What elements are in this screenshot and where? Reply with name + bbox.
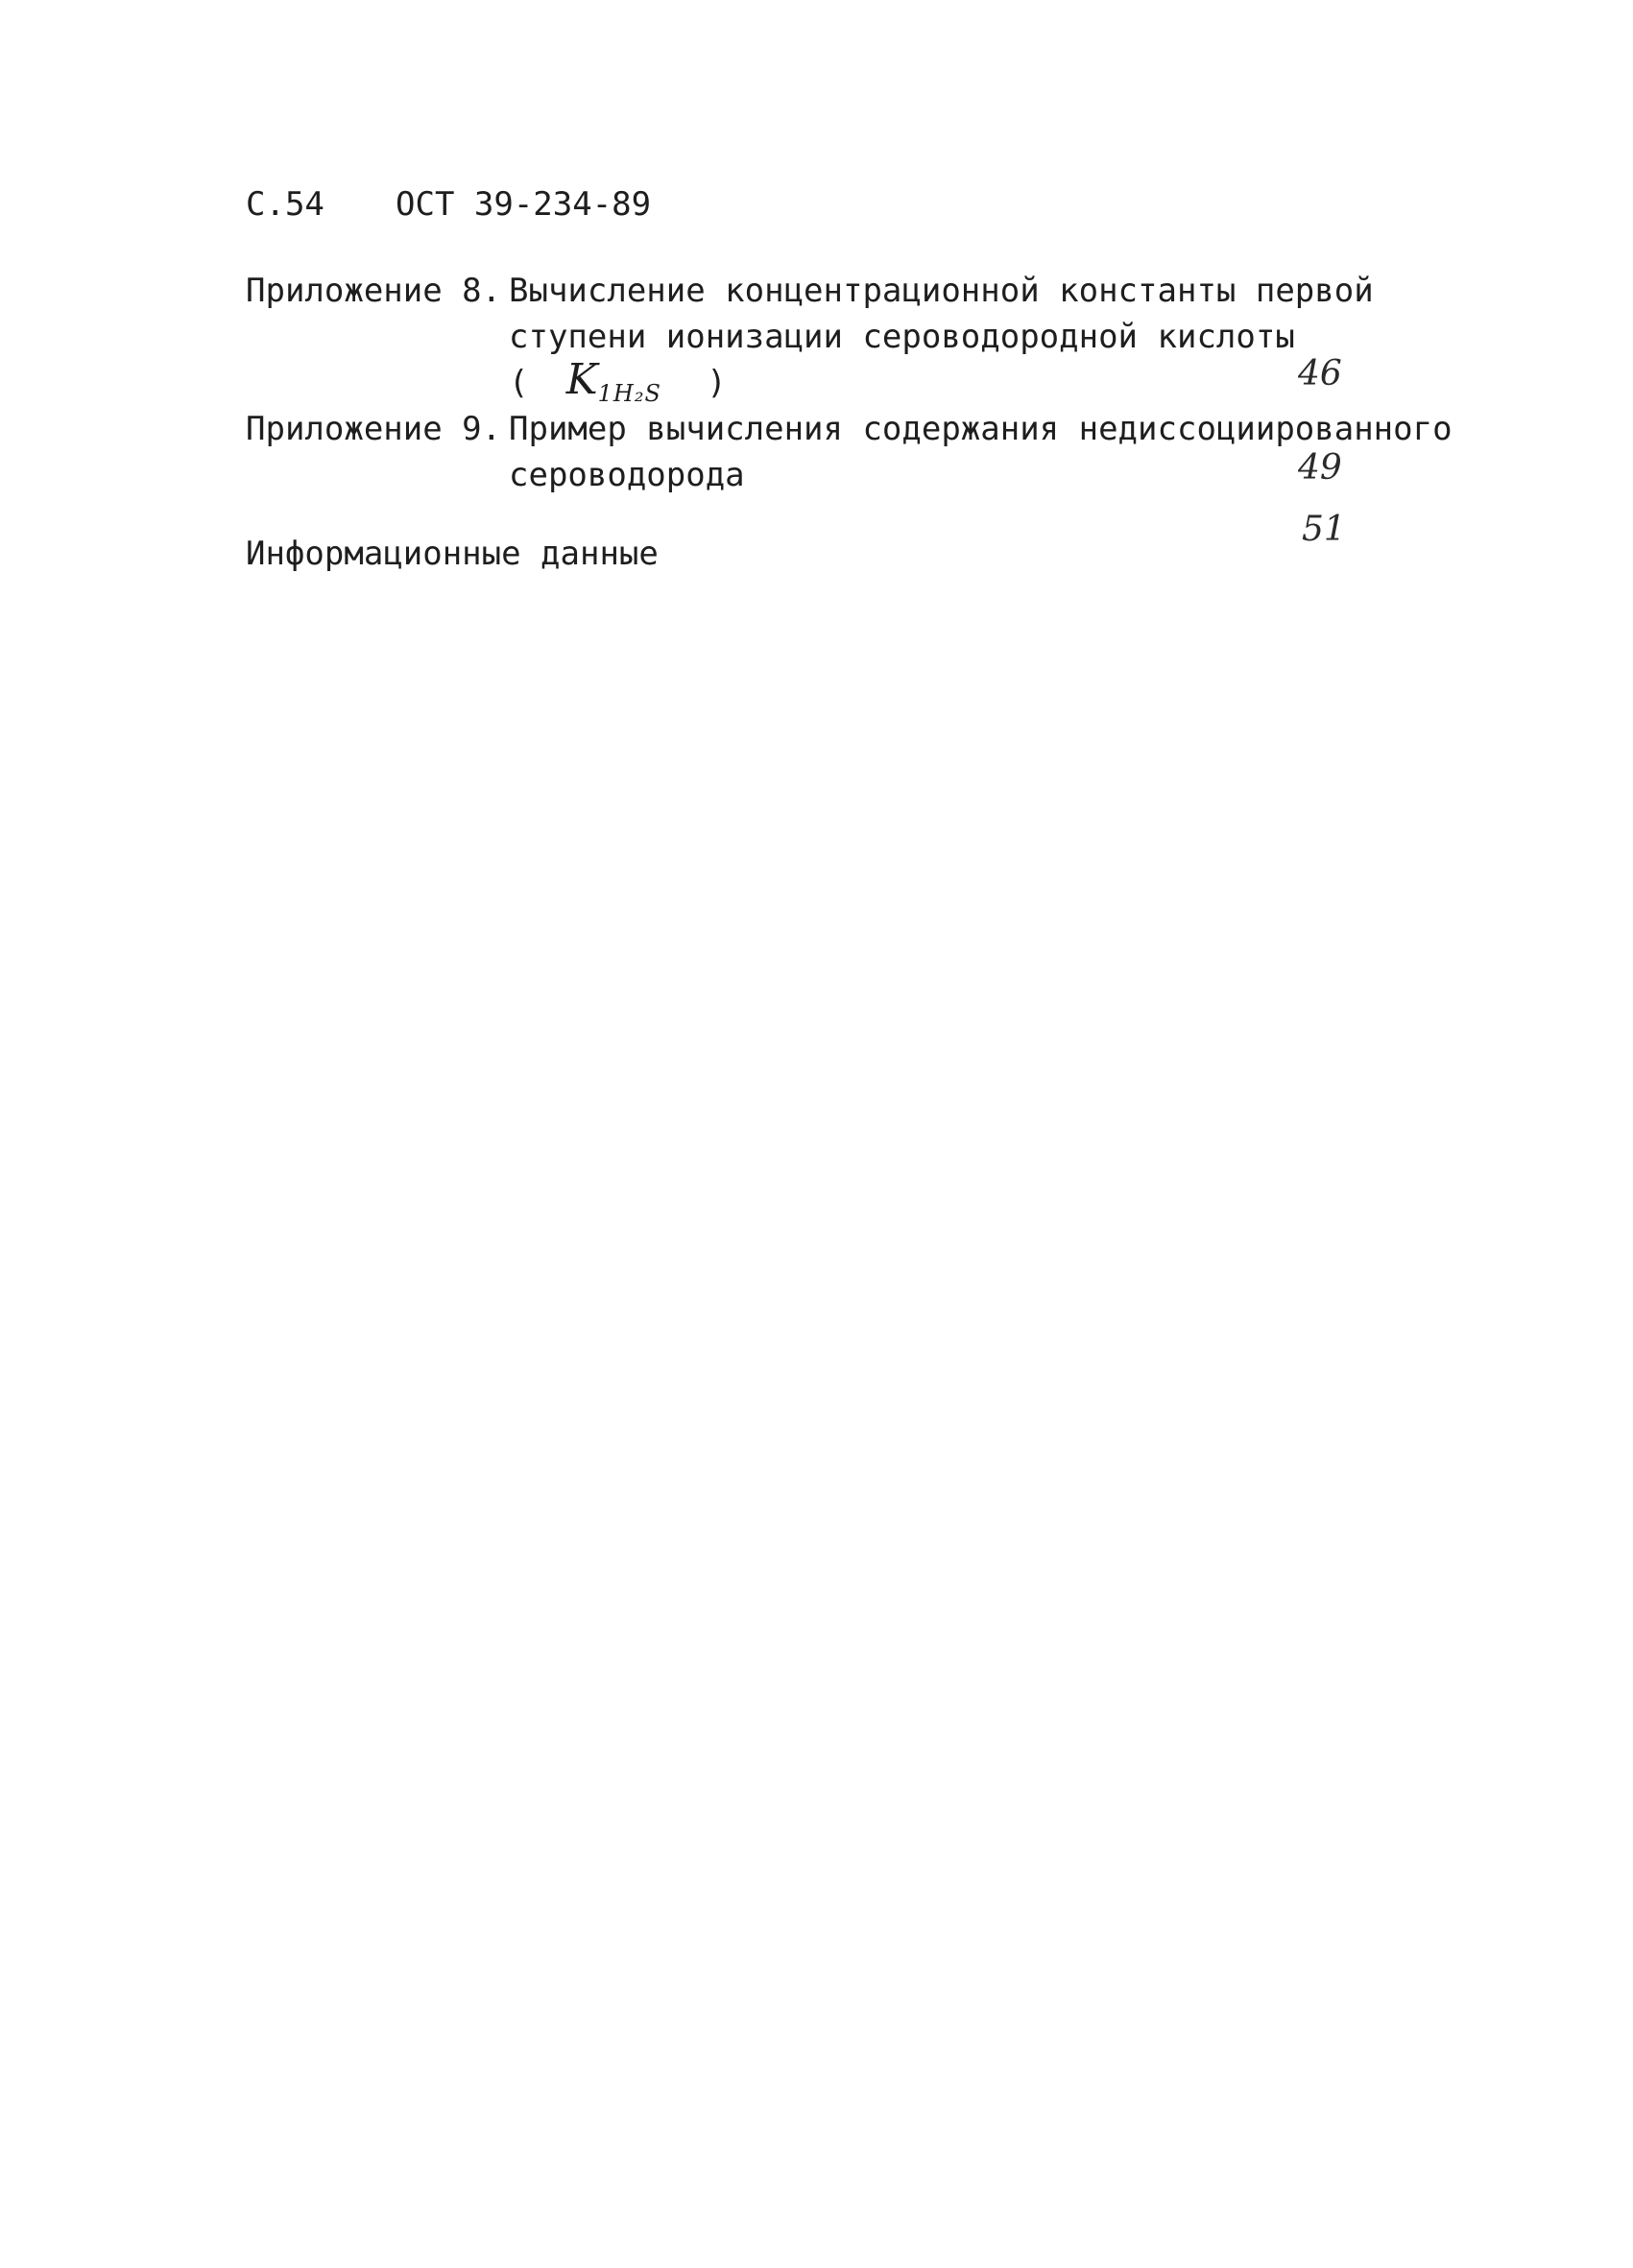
formula-close-paren: ) bbox=[707, 364, 727, 402]
toc-entry-info-page: 51 bbox=[1302, 510, 1346, 549]
page-number: С.54 bbox=[246, 185, 324, 224]
toc-entry-9-label: Приложение 9. bbox=[246, 410, 502, 448]
toc-entry-8-line-2: ступени ионизации сероводородной кислоты bbox=[509, 318, 1295, 356]
toc-entry-9-page: 49 bbox=[1298, 448, 1342, 488]
toc-entry-9-line-2: сероводорода bbox=[509, 456, 745, 494]
formula-symbol: K bbox=[565, 355, 598, 404]
toc-entry-8-label: Приложение 8. bbox=[246, 272, 502, 310]
toc-entry-9-line-1: Пример вычисления содержания недиссоциированного bbox=[509, 410, 1453, 448]
toc-entry-info-label: Информационные данные bbox=[246, 535, 659, 573]
toc-entry-8-line-1: Вычисление концентрационной константы первой bbox=[509, 272, 1374, 310]
formula-subscript: 1H₂S bbox=[597, 380, 661, 407]
toc-entry-8-formula bbox=[509, 355, 727, 407]
toc-entry-8-page: 46 bbox=[1298, 354, 1342, 394]
standard-code: ОСТ 39-234-89 bbox=[396, 185, 652, 224]
formula-open-paren: ( bbox=[509, 364, 529, 402]
